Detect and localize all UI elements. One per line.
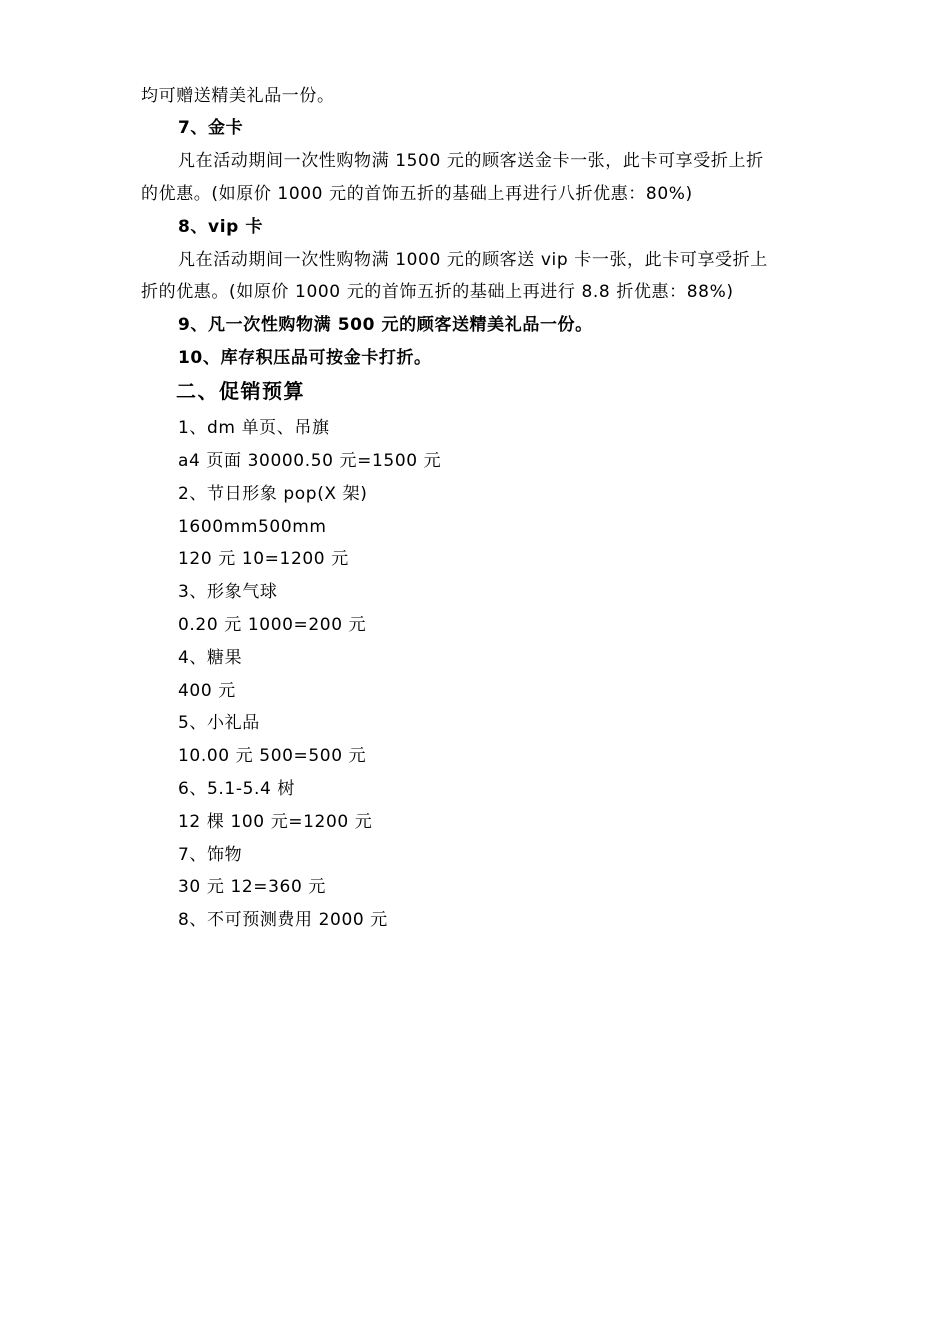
- budget-cost: 0.20 元 1000=200 元: [178, 615, 367, 635]
- budget-cost: 120 元 10=1200 元: [178, 549, 349, 569]
- section-heading-budget: 二、促销预算: [176, 379, 305, 403]
- text-line: 的优惠。(如原价 1000 元的首饰五折的基础上再进行八折优惠：80%): [141, 184, 693, 204]
- budget-item: 8、不可预测费用 2000 元: [178, 910, 388, 930]
- budget-item: 3、形象气球: [178, 582, 278, 602]
- item-heading-inventory: 10、库存积压品可按金卡打折。: [178, 348, 432, 368]
- budget-cost: 10.00 元 500=500 元: [178, 746, 367, 766]
- budget-cost: a4 页面 30000.50 元=1500 元: [178, 451, 442, 471]
- budget-cost: 30 元 12=360 元: [178, 877, 326, 897]
- text-line: 凡在活动期间一次性购物满 1000 元的顾客送 vip 卡一张，此卡可享受折上: [178, 250, 768, 270]
- budget-item: 1、dm 单页、吊旗: [178, 418, 330, 438]
- text-line: 凡在活动期间一次性购物满 1500 元的顾客送金卡一张，此卡可享受折上折: [178, 151, 764, 171]
- item-heading-gold-card: 7、金卡: [178, 118, 244, 138]
- budget-cost: 1600mm500mm: [178, 517, 327, 537]
- budget-item: 4、糖果: [178, 648, 243, 668]
- budget-cost: 12 棵 100 元=1200 元: [178, 812, 373, 832]
- item-heading-vip-card: 8、vip 卡: [178, 217, 264, 237]
- budget-item: 7、饰物: [178, 845, 243, 865]
- budget-item: 5、小礼品: [178, 713, 260, 733]
- budget-cost: 400 元: [178, 681, 236, 701]
- text-line: 折的优惠。(如原价 1000 元的首饰五折的基础上再进行 8.8 折优惠：88%): [141, 282, 734, 302]
- text-line: 均可赠送精美礼品一份。: [141, 86, 335, 106]
- item-heading-gift: 9、凡一次性购物满 500 元的顾客送精美礼品一份。: [178, 315, 593, 335]
- budget-item: 6、5.1-5.4 树: [178, 779, 296, 799]
- budget-item: 2、节日形象 pop(X 架): [178, 484, 368, 504]
